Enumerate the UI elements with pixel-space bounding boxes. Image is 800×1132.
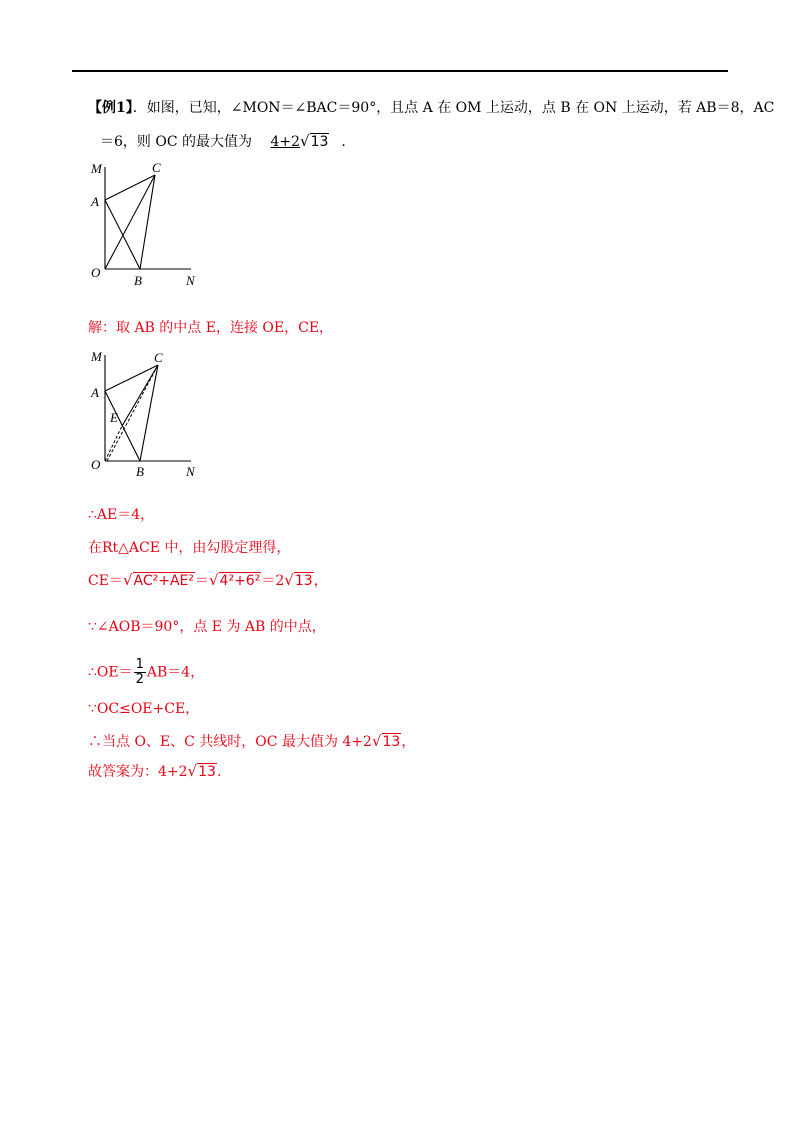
label-m: M — [91, 349, 102, 364]
answer-sqrt: √13 — [300, 132, 329, 150]
ce-radicand-3: 13 — [294, 573, 313, 589]
step-oe — [88, 658, 204, 687]
step-rt: 在Rt△ACE 中，由勾股定理得， — [88, 540, 291, 556]
label-n: N — [186, 464, 195, 479]
answer-radicand: 13 — [310, 134, 329, 150]
oe-suffix: AB＝4， — [146, 664, 205, 681]
label-c: C — [152, 160, 161, 175]
fraction-denominator: 2 — [135, 672, 144, 687]
ce-sqrt-1: √AC²+AE² — [122, 571, 194, 589]
solution-intro: 解：取 AB 的中点 E，连接 OE，CE， — [88, 320, 334, 336]
step-because-aob: ∵∠AOB＝90°，点 E 为 AB 的中点， — [88, 619, 326, 635]
final-end: . — [216, 764, 222, 780]
label-e: E — [110, 410, 118, 425]
ce-prefix: CE＝ — [88, 573, 123, 589]
label-a: A — [91, 385, 99, 400]
ce-radicand-2: 4²+6² — [219, 573, 261, 589]
step-inequality: ∵OC≤OE+CE， — [88, 701, 200, 717]
label-b: B — [134, 273, 142, 288]
collinear-text: ∴当点 O、E、C 共线时，OC 最大值为 4+2 — [88, 734, 372, 750]
label-o: O — [91, 457, 101, 472]
final-sqrt: √13 — [187, 762, 216, 780]
label-b: B — [136, 464, 144, 479]
final-radicand: 13 — [198, 764, 216, 780]
figure-2 — [86, 345, 216, 483]
header-rule — [72, 70, 728, 72]
ce-sqrt-2: √4²+6² — [208, 571, 261, 589]
collinear-radicand: 13 — [382, 734, 401, 750]
problem-text-2: ＝6，则 OC 的最大值为 — [100, 134, 252, 150]
ce-radicand-1: AC²+AE² — [133, 573, 194, 589]
label-n: N — [186, 273, 195, 288]
label-c: C — [154, 350, 163, 365]
answer-prefix: 4+2 — [270, 134, 300, 150]
figure-1 — [86, 155, 216, 290]
ce-eq: ＝ — [194, 573, 209, 589]
example-tag: 【例1】 — [88, 100, 133, 116]
ce-end: ， — [313, 573, 328, 589]
answer-blank — [256, 134, 341, 150]
final-text: 故答案为：4+2 — [88, 764, 188, 780]
fraction-numerator: 1 — [135, 657, 144, 672]
step-final-answer — [88, 761, 221, 782]
problem-line-2 — [100, 131, 346, 152]
label-a: A — [91, 194, 99, 209]
oe-prefix: ∴OE＝ — [88, 664, 133, 681]
segment-oe-dashed — [105, 426, 122, 461]
step-ae: ∴AE＝4， — [88, 507, 155, 523]
problem-end: . — [341, 134, 346, 150]
segment-ac — [105, 175, 155, 200]
problem-line-1 — [88, 98, 774, 118]
label-o: O — [91, 265, 101, 280]
ce-eq-2: ＝2 — [261, 573, 285, 589]
ce-sqrt-3: √13 — [284, 571, 313, 589]
fraction-half — [134, 658, 146, 687]
collinear-sqrt: √13 — [371, 732, 401, 750]
step-collinear — [88, 731, 415, 752]
step-ce — [88, 570, 328, 591]
problem-text-1: ．如图，已知，∠MON＝∠BAC＝90°，且点 A 在 OM 上运动，点 B 在 ON 上运动，若 AB＝8，AC — [132, 100, 775, 116]
label-m: M — [91, 161, 102, 176]
collinear-end: ， — [401, 734, 416, 750]
